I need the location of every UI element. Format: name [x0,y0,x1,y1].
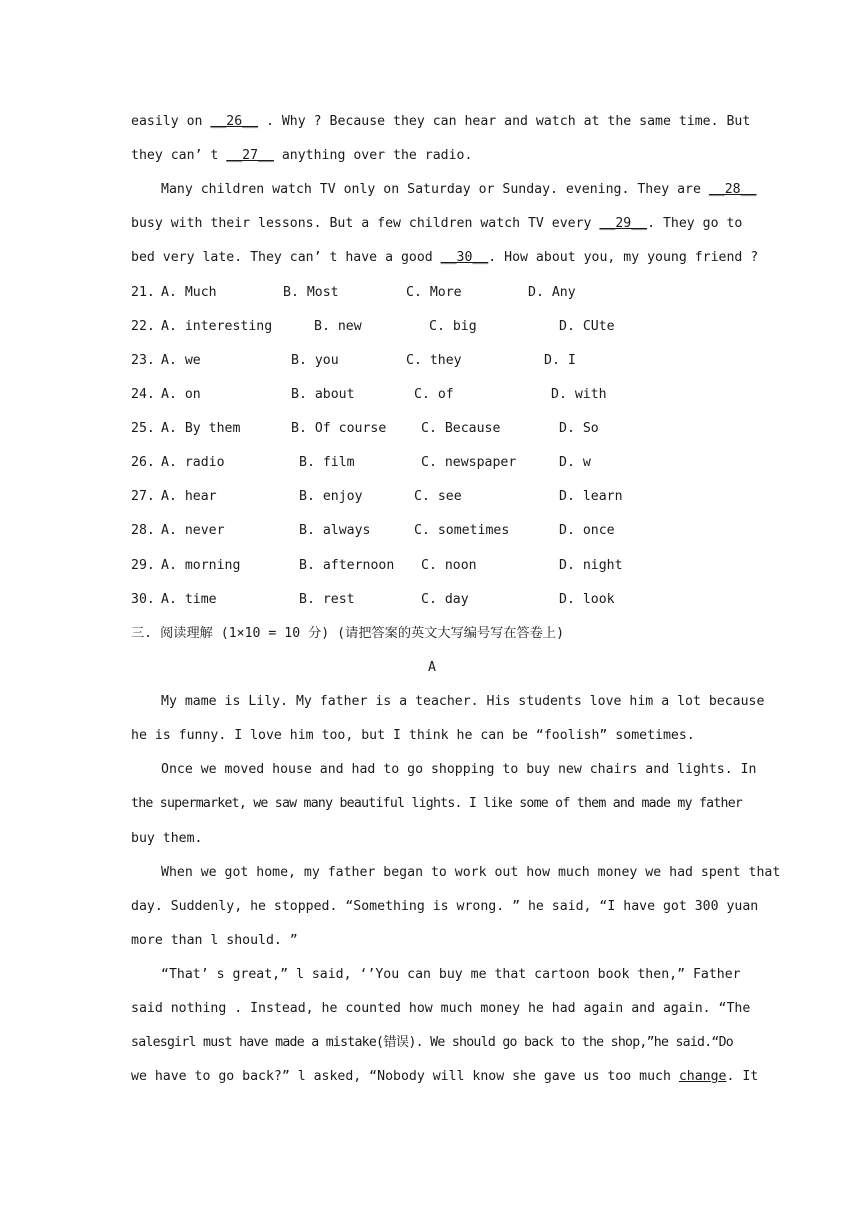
option-c: C. of [414,387,454,402]
text: . How about you, my young friend ? [488,250,759,265]
passage-line [131,1066,759,1088]
option-d: D. So [559,421,599,436]
option-d: D. CUte [559,319,615,334]
text: we have to go back?” l asked, “Nobody will know she gave us too much [131,1069,679,1084]
option-d: D. w [559,455,591,470]
option-a: A. time [161,592,217,607]
question-row [131,316,733,338]
option-b: B. you [291,353,339,368]
blank-28: __28__ [708,182,757,197]
option-d: D. night [559,558,623,573]
question-number: 26. [131,455,155,470]
blank-26: __26__ [210,114,259,129]
text: bed very late. They can’ t have a good [131,250,441,265]
passage-line: day. Suddenly, he stopped. “Something is wrong. ” he said, “I have got 300 yuan [131,899,759,914]
passage-line: buy them. [131,831,203,846]
passage-line [131,247,759,269]
question-row [131,589,733,611]
question-number: 25. [131,421,155,436]
blank-30: __30__ [440,250,489,265]
option-b: B. Of course [291,421,387,436]
option-a: A. Much [161,285,217,300]
passage-line [131,111,751,133]
option-d: D. once [559,523,615,538]
question-row [131,418,733,440]
question-row [131,555,733,577]
question-row [131,520,733,542]
option-a: A. interesting [161,319,273,334]
option-d: D. learn [559,489,623,504]
passage-line [131,145,733,167]
question-row [131,452,733,474]
question-row [131,282,733,304]
option-a: A. on [161,387,201,402]
option-a: A. never [161,523,225,538]
option-a: A. morning [161,558,241,573]
option-b: B. rest [299,592,355,607]
text: . It [726,1069,759,1084]
option-a: A. By them [161,421,241,436]
passage-line: “That’ s great,” l said, ‘’You can buy me that cartoon book then,” Father [161,967,741,982]
option-b: B. afternoon [299,558,395,573]
passage-line: he is funny. I love him too, but I think he can be “foolish” sometimes. [131,728,695,743]
option-c: C. newspaper [421,455,517,470]
passage-line [131,213,743,235]
passage-heading: A [428,660,436,675]
question-number: 29. [131,558,155,573]
question-row [131,350,733,372]
question-number: 27. [131,489,155,504]
text: . They go to [647,216,743,231]
question-number: 30. [131,592,155,607]
option-a: A. radio [161,455,225,470]
passage-line: When we got home, my father began to work out how much money we had spent that [161,865,781,880]
text: anything over the radio. [273,148,473,163]
option-d: D. I [544,353,576,368]
question-number: 28. [131,523,155,538]
option-c: C. noon [421,558,477,573]
passage-line [161,179,757,201]
text: . Why ? Because they can hear and watch at the same time. But [258,114,751,129]
text: Many children watch TV only on Saturday or Sunday. evening. They are [161,182,709,197]
question-row [131,486,733,508]
passage-line: said nothing . Instead, he counted how much money he had again and again. “The [131,1001,751,1016]
underlined-word: change [678,1069,727,1084]
option-b: B. film [299,455,355,470]
text: easily on [131,114,211,129]
blank-27: __27__ [226,148,274,163]
question-number: 23. [131,353,155,368]
option-d: D. Any [528,285,576,300]
passage-line: salesgirl must have made a mistake(错误). We should go back to the shop,”he said.“Do [131,1035,733,1050]
option-d: D. with [551,387,607,402]
passage-line: more than l should. ” [131,933,298,948]
option-b: B. about [291,387,355,402]
option-c: C. they [406,353,462,368]
option-d: D. look [559,592,615,607]
option-b: B. always [299,523,371,538]
option-a: A. hear [161,489,217,504]
question-number: 21. [131,285,155,300]
option-b: B. Most [283,285,339,300]
section-title: 三. 阅读理解 (1×10 = 10 分) (请把答案的英文大写编号写在答卷上) [131,626,565,641]
passage-line: My mame is Lily. My father is a teacher. His students love him a lot because [161,694,765,709]
option-b: B. enjoy [299,489,363,504]
option-b: B. new [314,319,362,334]
passage-line: Once we moved house and had to go shopping to buy new chairs and lights. In [161,762,757,777]
option-c: C. big [429,319,477,334]
question-number: 22. [131,319,155,334]
question-number: 24. [131,387,155,402]
text: they can’ t [131,148,227,163]
option-c: C. day [421,592,469,607]
option-c: C. sometimes [414,523,510,538]
option-c: C. Because [421,421,501,436]
option-c: C. More [406,285,462,300]
option-c: C. see [414,489,462,504]
option-a: A. we [161,353,201,368]
blank-29: __29__ [599,216,648,231]
question-row [131,384,733,406]
text: busy with their lessons. But a few children watch TV every [131,216,600,231]
passage-line: the supermarket, we saw many beautiful lights. I like some of them and made my father [131,796,743,811]
